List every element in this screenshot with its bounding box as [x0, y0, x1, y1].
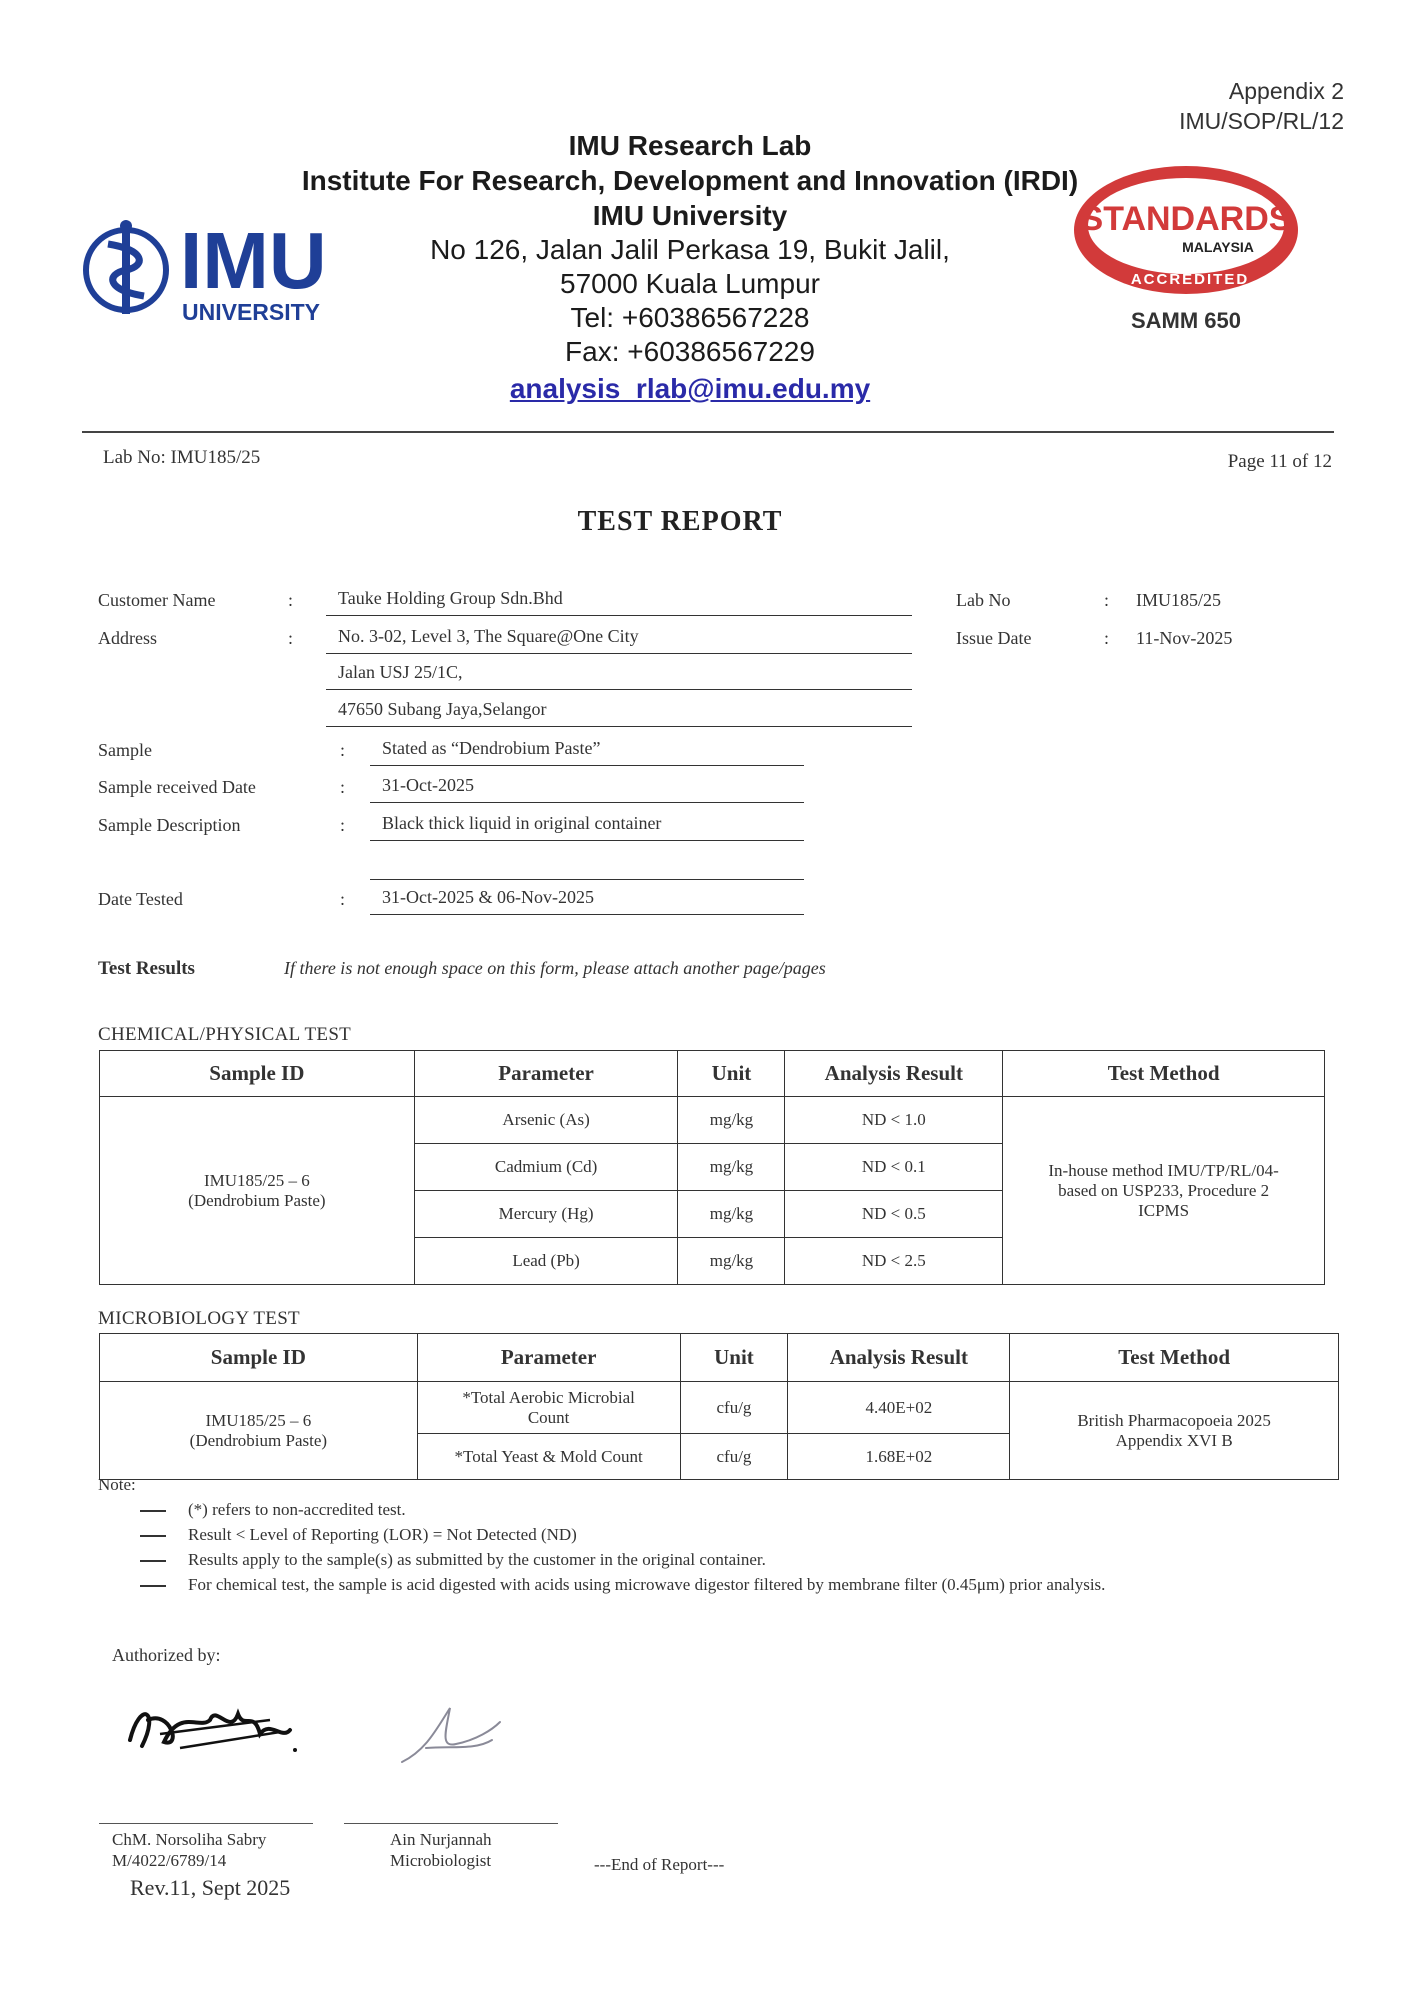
column-header: Analysis Result	[785, 1051, 1003, 1097]
page-number: Page 11 of 12	[1227, 451, 1332, 472]
lab-name: IMU Research Lab	[568, 130, 812, 161]
standards-country: MALAYSIA	[1182, 239, 1254, 255]
colon: :	[340, 777, 346, 797]
sample-id-cell	[100, 1097, 415, 1285]
unit-cell: mg/kg	[678, 1144, 785, 1191]
signatory-1	[112, 1829, 266, 1871]
note-text: Result < Level of Reporting (LOR) = Not Detected (ND)	[188, 1525, 577, 1544]
microbiology-section-title: MICROBIOLOGY TEST	[98, 1308, 300, 1329]
unit-cell: cfu/g	[680, 1434, 788, 1480]
test-results-note: If there is not enough space on this form, please attach another page/pages	[284, 958, 826, 978]
standards-accredited: ACCREDITED	[1130, 271, 1250, 288]
method-line: Appendix XVI B	[1115, 1430, 1233, 1450]
parameter-cell	[417, 1382, 680, 1434]
table-header-row	[100, 1051, 1325, 1097]
appendix-block	[1179, 76, 1344, 136]
table-row	[100, 1382, 1339, 1434]
sample-name: (Dendrobium Paste)	[189, 1430, 328, 1450]
lab-no-value: IMU185/25	[1136, 590, 1221, 610]
column-header: Unit	[680, 1334, 788, 1382]
chemical-results-table	[99, 1050, 1325, 1285]
address-line-2: 57000 Kuala Lumpur	[560, 268, 820, 299]
lab-number-header: Lab No: IMU185/25	[103, 447, 261, 468]
parameter-cell: Lead (Pb)	[414, 1238, 678, 1285]
blank-form-line	[370, 850, 804, 880]
address-line-1-value: No. 3-02, Level 3, The Square@One City	[326, 624, 912, 654]
microbiology-results-table	[99, 1333, 1339, 1480]
note-item	[140, 1525, 577, 1545]
university-name: IMU University	[592, 200, 788, 231]
parameter-line: Count	[527, 1407, 570, 1427]
signature-2-line	[344, 1823, 558, 1824]
authorized-by-label: Authorized by:	[112, 1645, 221, 1665]
unit-cell: mg/kg	[678, 1191, 785, 1238]
customer-name-value: Tauke Holding Group Sdn.Bhd	[326, 586, 912, 616]
column-header: Parameter	[414, 1051, 678, 1097]
customer-name-label: Customer Name	[98, 590, 216, 610]
signatory-2-role: Microbiologist	[390, 1851, 492, 1870]
colon: :	[340, 740, 346, 760]
signatory-2-name: Ain Nurjannah	[390, 1830, 492, 1849]
result-cell: ND < 2.5	[785, 1238, 1003, 1285]
address-line-1: No 126, Jalan Jalil Perkasa 19, Bukit Jalil,	[430, 234, 950, 265]
colon: :	[288, 628, 294, 648]
sample-name: (Dendrobium Paste)	[188, 1190, 326, 1210]
appendix-label: Appendix 2	[1228, 78, 1344, 104]
column-header: Analysis Result	[788, 1334, 1010, 1382]
method-line: In-house method IMU/TP/RL/04-	[1048, 1160, 1279, 1180]
colon: :	[340, 889, 346, 909]
column-header: Test Method	[1010, 1334, 1339, 1382]
note-item	[140, 1550, 766, 1570]
note-item	[140, 1500, 406, 1520]
test-results-label: Test Results	[98, 958, 195, 979]
unit-cell: mg/kg	[678, 1238, 785, 1285]
imu-logo-subtext: UNIVERSITY	[182, 299, 321, 325]
unit-cell: mg/kg	[678, 1097, 785, 1144]
sample-id: IMU185/25 – 6	[203, 1170, 310, 1190]
dash-icon	[140, 1585, 166, 1587]
parameter-cell: Arsenic (As)	[414, 1097, 678, 1144]
signature-1-line	[99, 1823, 313, 1824]
caduceus-emblem-icon	[86, 220, 166, 314]
sop-code: IMU/SOP/RL/12	[1179, 108, 1344, 134]
parameter-cell: Cadmium (Cd)	[414, 1144, 678, 1191]
email-link[interactable]: analysis_rlab@imu.edu.my	[509, 373, 871, 404]
signature-2-image	[396, 1700, 506, 1770]
imu-logo-text: IMU	[180, 216, 327, 305]
end-of-report: ---End of Report---	[594, 1855, 725, 1874]
colon: :	[340, 815, 346, 835]
note-text: (*) refers to non-accredited test.	[188, 1500, 406, 1519]
institute-name: Institute For Research, Development and Innovation (IRDI)	[301, 165, 1079, 196]
sample-received-date-label: Sample received Date	[98, 777, 256, 797]
column-header: Parameter	[417, 1334, 680, 1382]
method-line: based on USP233, Procedure 2	[1058, 1180, 1270, 1200]
column-header: Sample ID	[100, 1051, 415, 1097]
dash-icon	[140, 1510, 166, 1512]
address-label: Address	[98, 628, 157, 648]
sample-id-cell	[100, 1382, 418, 1480]
sample-received-date-value: 31-Oct-2025	[370, 773, 804, 803]
telephone: Tel: +60386567228	[570, 302, 810, 333]
colon: :	[1104, 628, 1110, 648]
table-header-row	[100, 1334, 1339, 1382]
column-header: Test Method	[1003, 1051, 1325, 1097]
fax: Fax: +60386567229	[565, 336, 815, 367]
table-row	[100, 1097, 1325, 1144]
standards-code: SAMM 650	[1130, 308, 1242, 333]
lab-header	[300, 128, 1080, 409]
method-line: British Pharmacopoeia 2025	[1077, 1410, 1271, 1430]
result-cell: ND < 0.5	[785, 1191, 1003, 1238]
sample-value: Stated as “Dendrobium Paste”	[370, 736, 804, 766]
signatory-2	[390, 1829, 492, 1871]
standards-word: STANDARDS	[1080, 200, 1292, 238]
column-header: Unit	[678, 1051, 785, 1097]
date-tested-label: Date Tested	[98, 889, 183, 909]
parameter-line: *Total Aerobic Microbial	[462, 1387, 635, 1407]
signature-1-image	[120, 1690, 300, 1770]
issue-date-label: Issue Date	[956, 628, 1032, 648]
lab-no-label: Lab No	[956, 590, 1011, 610]
revision-label: Rev.11, Sept 2025	[130, 1875, 291, 1900]
method-line: ICPMS	[1138, 1200, 1190, 1220]
sample-description-label: Sample Description	[98, 815, 241, 835]
test-method-cell	[1010, 1382, 1339, 1480]
sample-id: IMU185/25 – 6	[205, 1410, 312, 1430]
signatory-1-id: M/4022/6789/14	[112, 1851, 227, 1870]
result-cell: ND < 1.0	[785, 1097, 1003, 1144]
header-divider	[82, 431, 1334, 433]
notes-title: Note:	[98, 1475, 136, 1494]
note-item	[140, 1575, 1105, 1595]
unit-cell: cfu/g	[680, 1382, 788, 1434]
colon: :	[288, 590, 294, 610]
result-cell: 1.68E+02	[788, 1434, 1010, 1480]
dash-icon	[140, 1560, 166, 1562]
issue-date-value: 11-Nov-2025	[1136, 628, 1233, 648]
dash-icon	[140, 1535, 166, 1537]
note-text: For chemical test, the sample is acid digested with acids using microwave digestor filtered by membrane filter (0.45μm) prior analysis.	[188, 1575, 1106, 1594]
parameter-cell: *Total Yeast & Mold Count	[417, 1434, 680, 1480]
result-cell: 4.40E+02	[788, 1382, 1010, 1434]
parameter-cell: Mercury (Hg)	[414, 1191, 678, 1238]
sample-label: Sample	[98, 740, 152, 760]
sample-description-value: Black thick liquid in original container	[370, 811, 804, 841]
address-line-3-value: 47650 Subang Jaya,Selangor	[326, 697, 912, 727]
date-tested-value: 31-Oct-2025 & 06-Nov-2025	[370, 885, 804, 915]
standards-malaysia-logo	[1068, 160, 1308, 340]
signatory-1-name: ChM. Norsoliha Sabry	[112, 1830, 267, 1849]
report-title: TEST REPORT	[577, 506, 783, 537]
chemical-section-title: CHEMICAL/PHYSICAL TEST	[98, 1024, 352, 1045]
note-text: Results apply to the sample(s) as submitted by the customer in the original container.	[188, 1550, 766, 1569]
colon: :	[1104, 590, 1110, 610]
test-method-cell	[1003, 1097, 1325, 1285]
result-cell: ND < 0.1	[785, 1144, 1003, 1191]
column-header: Sample ID	[100, 1334, 418, 1382]
address-line-2-value: Jalan USJ 25/1C,	[326, 660, 912, 690]
